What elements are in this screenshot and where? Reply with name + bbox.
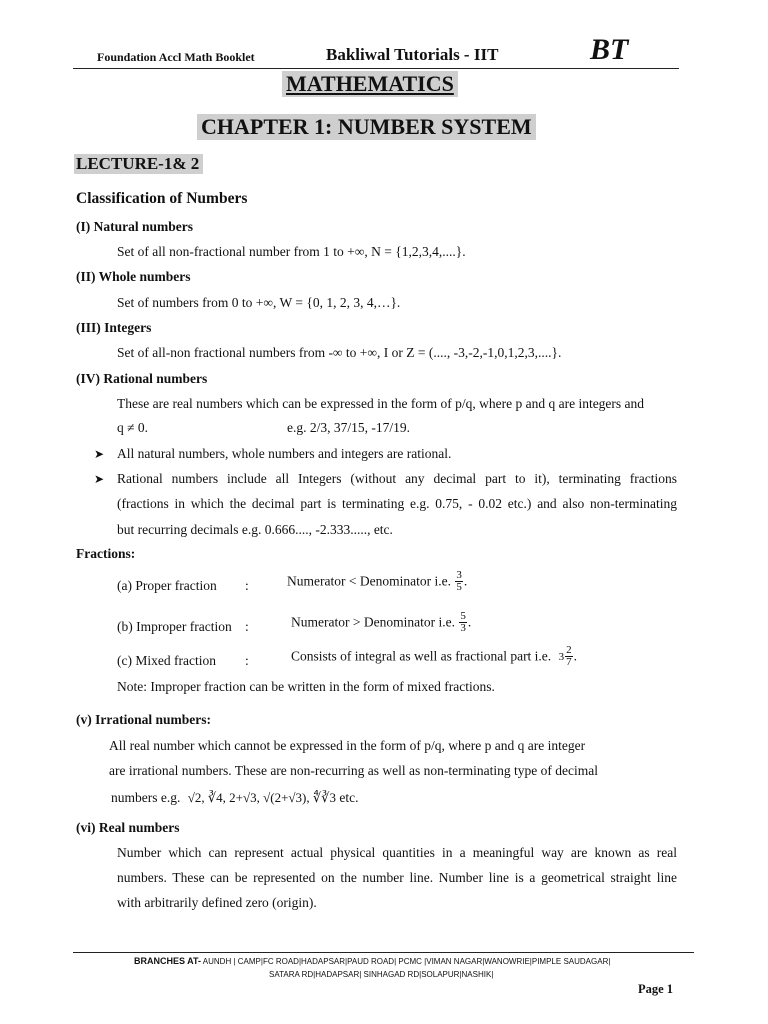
rational-bullet1: All natural numbers, whole numbers and integers are rational.: [117, 446, 452, 461]
proper-label: (a) Proper fraction: [117, 578, 217, 593]
rational-line2a: q ≠ 0.: [117, 420, 149, 435]
real-line2: numbers. These can be represented on the number line. Number line is a geometrical straight line: [117, 870, 677, 885]
irrational-line2: are irrational numbers. These are non-recurring as well as non-terminating type of decimal: [109, 763, 598, 778]
header-divider: [73, 68, 679, 69]
irrational-line3: [111, 790, 358, 806]
irrational-heading: (v) Irrational numbers:: [76, 712, 211, 727]
improper-colon: :: [245, 619, 249, 634]
logo-text: BT: [590, 33, 629, 64]
improper-desc: Numerator > Denominator i.e.: [291, 614, 455, 630]
irrational-line3-text: numbers e.g.: [111, 790, 181, 805]
real-heading: (vi) Real numbers: [76, 820, 180, 835]
irrational-examples: √2, ∛4, 2+√3, √(2+√3), ∜∛3: [187, 790, 336, 805]
mixed-fraction: $\frac{2}{7}$: [566, 644, 572, 668]
mixed-label: (c) Mixed fraction: [117, 653, 216, 668]
mixed-desc: Consists of integral as well as fractional part i.e.: [291, 648, 552, 664]
page-title: MATHEMATICS: [282, 71, 458, 97]
booklet-name: Foundation Accl Math Booklet: [97, 50, 255, 64]
rational-bullet2-line2: (fractions in which the decimal part is terminating e.g. 0.75, - 0.02 etc.) and also non-terminating: [117, 496, 677, 511]
irrational-line1: All real number which cannot be expressed in the form of p/q, where p and q are integer: [109, 738, 586, 753]
bullet-arrow-icon: ➤: [94, 447, 105, 461]
footer-label: BRANCHES AT-: [134, 956, 201, 966]
improper-definition: Numerator > Denominator i.e. $\frac{5}{3}$ .: [291, 610, 472, 634]
mixed-colon: :: [245, 653, 249, 668]
whole-heading: (II) Whole numbers: [76, 269, 191, 284]
natural-heading: (I) Natural numbers: [76, 219, 193, 234]
proper-fraction: $\frac{3}{5}$: [456, 569, 462, 593]
proper-definition: Numerator < Denominator i.e. $\frac{3}{5}$ .: [287, 569, 468, 593]
rational-line2b: e.g. 2/3, 37/15, -17/19.: [287, 420, 410, 435]
improper-fraction: $\frac{5}{3}$: [460, 610, 466, 634]
institute-name: Bakliwal Tutorials - IIT: [326, 45, 499, 64]
proper-colon: :: [245, 578, 249, 593]
proper-desc: Numerator < Denominator i.e.: [287, 573, 451, 589]
footer-divider: [73, 952, 694, 953]
rational-line1: These are real numbers which can be expressed in the form of p/q, where p and q are integers and: [117, 396, 645, 411]
integers-text: Set of all-non fractional numbers from -∞ to +∞, I or Z = (...., -3,-2,-1,0,1,2,3,....}.: [117, 345, 562, 360]
whole-text: Set of numbers from 0 to +∞, W = {0, 1, 2, 3, 4,…}.: [117, 295, 401, 310]
mixed-definition: Consists of integral as well as fractional part i.e. 3 $\frac{2}{7}$ .: [291, 644, 577, 668]
footer-line2: SATARA RD|HADAPSAR| SINHAGAD RD|SOLAPUR|NASHIK|: [269, 970, 494, 979]
improper-label: (b) Improper fraction: [117, 619, 232, 634]
chapter-title: CHAPTER 1: NUMBER SYSTEM: [197, 114, 536, 140]
rational-bullet2-line1: Rational numbers include all Integers (without any decimal part to it), terminating fractions: [117, 471, 677, 486]
real-line3: with arbitrarily defined zero (origin).: [117, 895, 317, 910]
classification-heading: Classification of Numbers: [76, 190, 248, 207]
page-number: Page 1: [638, 982, 674, 996]
natural-text: Set of all non-fractional number from 1 to +∞, N = {1,2,3,4,....}.: [117, 244, 466, 259]
fractions-heading: Fractions:: [76, 546, 136, 561]
irrational-etc: etc.: [339, 790, 359, 805]
bullet-arrow-icon: ➤: [94, 472, 105, 486]
lecture-heading: LECTURE-1& 2: [74, 154, 203, 174]
footer-branches-line1: [134, 956, 610, 966]
bt-logo-icon: [588, 32, 632, 64]
fraction-note: Note: Improper fraction can be written in the form of mixed fractions.: [117, 679, 495, 694]
real-line1: Number which can represent actual physical quantities in a meaningful way are known as real: [117, 845, 677, 860]
integers-heading: (III) Integers: [76, 320, 152, 335]
rational-bullet2-line3: but recurring decimals e.g. 0.666...., -2.333....., etc.: [117, 522, 393, 537]
rational-heading: (IV) Rational numbers: [76, 371, 208, 386]
footer-line1: AUNDH | CAMP|FC ROAD|HADAPSAR|PAUD ROAD| PCMC |VIMAN NAGAR|WANOWRIE|PIMPLE SAUDAGAR|: [202, 957, 611, 966]
